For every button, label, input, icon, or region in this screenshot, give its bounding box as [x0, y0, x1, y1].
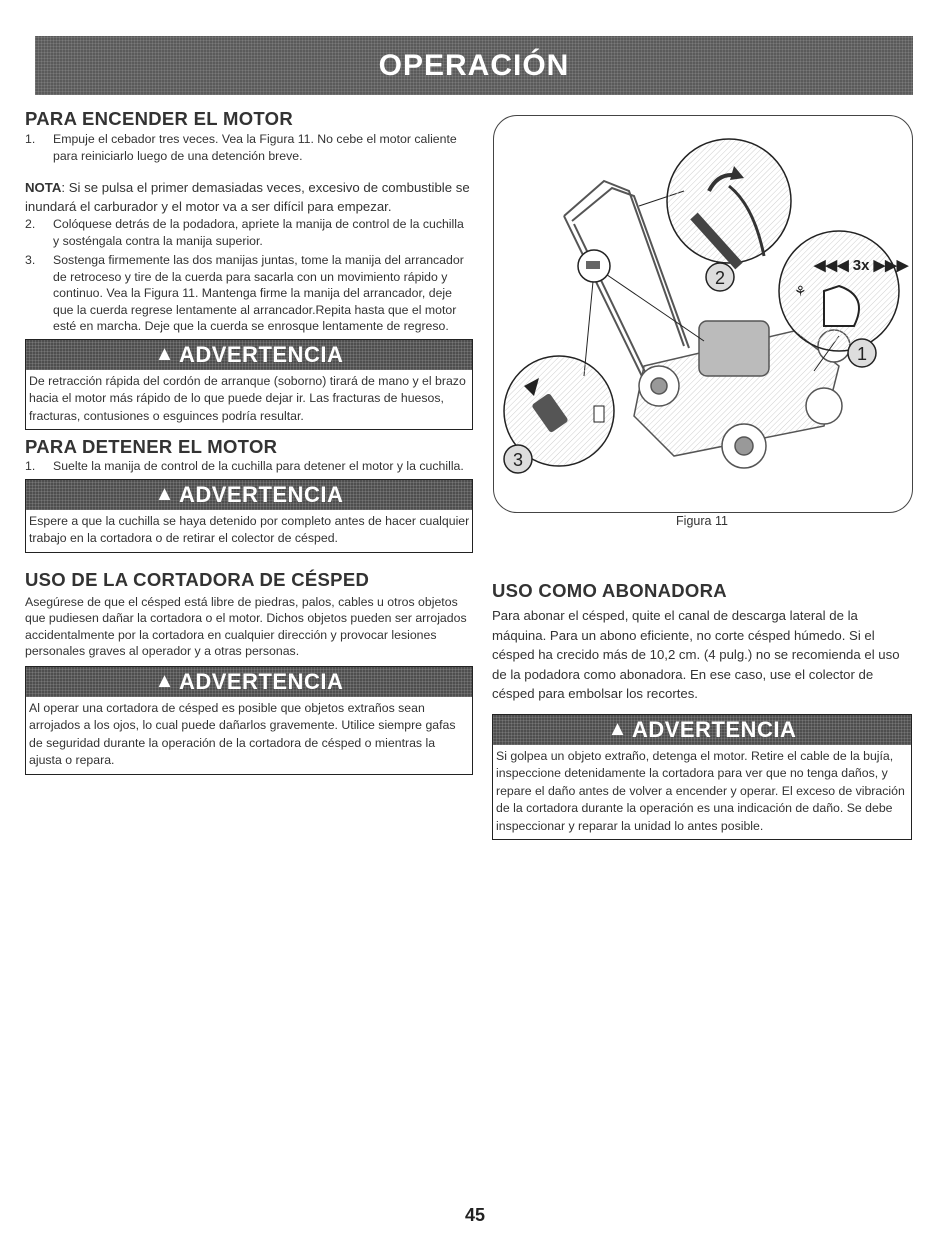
- warning-text: Al operar una cortadora de césped es posible que objetos extraños sean arrojados a los ojos, lo cual puede dañarlos gravemente. Utilice siempre gafas de seguridad durante la operación de la cortadora de césped o mientras la ajusta o repara.: [29, 700, 456, 767]
- callout-1: [848, 339, 876, 367]
- heading-mulching: USO COMO ABONADORA: [492, 580, 727, 601]
- figure-11-illustration: [493, 115, 913, 513]
- warning-header: ▲ ADVERTENCIA: [26, 667, 472, 697]
- list-item: 1. Empuje el cebador tres veces. Vea la Figura 11. No cebe el motor caliente para reiniciarlo luego de una detención breve.: [25, 132, 457, 163]
- page-number: 45: [464, 1205, 486, 1225]
- warning-header: ▲ ADVERTENCIA: [26, 480, 472, 510]
- start-steps: [25, 131, 473, 164]
- section-title: OPERACIÓN: [378, 48, 570, 82]
- warning-box-foreign-object: [492, 714, 912, 841]
- left-column: [25, 108, 473, 775]
- note-text: : Si se pulsa el primer demasiadas veces, excesivo de combustible se inundará el carburador y el motor va a ser difícil para empezar.: [25, 180, 470, 214]
- svg-text:1: 1: [856, 344, 868, 364]
- note-label: NOTA: [25, 180, 62, 195]
- heading-start-engine: PARA ENCENDER EL MOTOR: [25, 108, 294, 129]
- warning-header: ▲ ADVERTENCIA: [493, 715, 911, 745]
- warning-box-eyes: [25, 666, 473, 775]
- list-item: 1. Suelte la manija de control de la cuchilla para detener el motor y la cuchilla.: [25, 459, 464, 473]
- warning-box-recoil: [25, 339, 473, 431]
- zoom-circle-primer: [667, 139, 791, 266]
- list-item: 3. Sostenga firmemente las dos manijas juntas, tome la manija del arrancador de retroceso y tire de la cuerda para sacarla con un movimiento rápido y continuo. Vea la Figura 11. Mantenga firme la manija del arrancador, deje que la cuerda regrese lentamente al arrancador.Repita hasta que el motor esté en marcha. Deje que la cuerda se enrosque lentamente de regreso.: [25, 253, 464, 333]
- svg-text:⚘: ⚘: [794, 284, 807, 300]
- start-steps-continued: [25, 216, 473, 335]
- warning-triangle-icon: ▲: [154, 343, 175, 365]
- callout-2: [706, 263, 734, 291]
- warning-triangle-icon: ▲: [154, 483, 175, 505]
- mulching-text: Para abonar el césped, quite el canal de descarga lateral de la máquina. Para un abono eficiente, no corte césped húmedo. Si el césped ha crecido más de 10,2 cm. (4 pulg.) no se recomienda el uso de la podadora como abonadora. En ese caso, use el colector de césped para embolsar los recortes.: [492, 608, 900, 701]
- list-item: 2. Colóquese detrás de la podadora, apriete la manija de control de la cuchilla y sosténgala contra la manija superior.: [25, 217, 464, 248]
- lawn-mower-diagram: [494, 116, 912, 512]
- zoom-circle-primer-bulb: [779, 231, 899, 351]
- zoom-circle-handle: [578, 250, 610, 282]
- heading-mower-use: USO DE LA CORTADORA DE CÉSPED: [25, 568, 370, 590]
- warning-box-blade: [25, 479, 473, 553]
- svg-text:2: 2: [714, 268, 726, 288]
- warning-header: ▲ ADVERTENCIA: [26, 340, 472, 370]
- warning-triangle-icon: ▲: [607, 718, 628, 740]
- mower-use-text: Asegúrese de que el césped está libre de piedras, palos, cables u otros objetos que pudiesen dañar la cortadora o el motor. Dichos objetos pueden ser arrojados accidentalmente por la cortadora en cualquier dirección y provocar lesiones personales graves al operador y a otras personas.: [25, 594, 467, 658]
- svg-text:3: 3: [512, 450, 524, 470]
- warning-text: Espere a que la cuchilla se haya detenido por completo antes de hacer cualquier trabajo en la cortadora o de retirar el colector de césped.: [29, 513, 470, 545]
- note-paragraph: [25, 178, 473, 216]
- section-banner: [35, 36, 913, 95]
- figure-caption: Figura 11: [676, 514, 728, 528]
- warning-text: Si golpea un objeto extraño, detenga el motor. Retire el cable de la bujía, inspeccione detenidamente la cortadora para ver que no tenga daños, y repare el daño antes de volver a encender y operar. El exceso de vibración de la cortadora durante la operación es una indicación de daño. Se debe inspeccionar y reparar la unidad lo antes posible.: [496, 748, 905, 833]
- stop-steps: [25, 458, 473, 475]
- warning-text: De retracción rápida del cordón de arranque (soborno) tirará de mano y el brazo hacia el motor más rápido de lo que puede dejar ir. Las fracturas de huesos, fracturas, contusiones o esguinces podría resultar.: [29, 373, 466, 423]
- press-count-label: ◀◀◀ 3x ▶▶▶: [814, 257, 909, 274]
- right-column: [492, 580, 912, 840]
- callout-3: [504, 445, 532, 473]
- warning-triangle-icon: ▲: [154, 670, 175, 692]
- heading-stop-engine: PARA DETENER EL MOTOR: [25, 436, 278, 457]
